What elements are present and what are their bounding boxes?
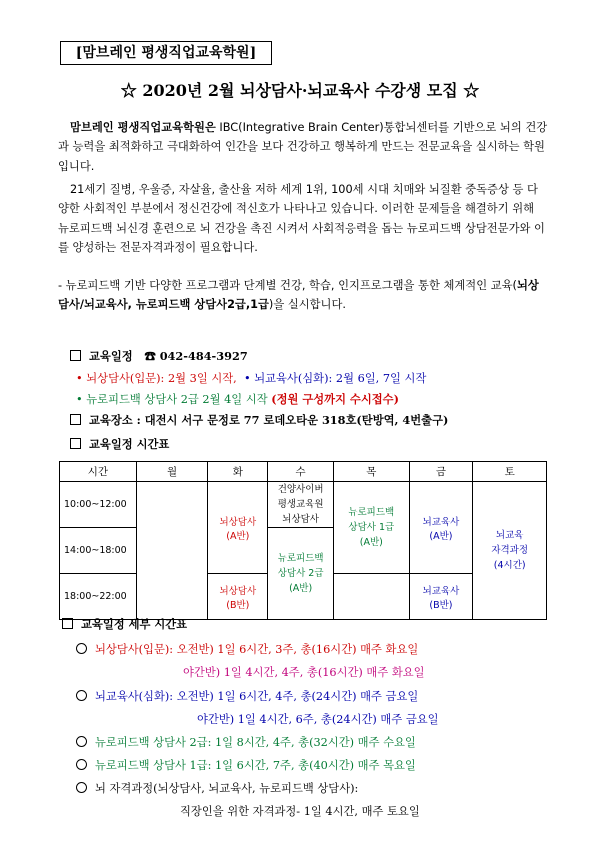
schedule-heading (70, 348, 248, 364)
page-title: ☆ 2020년 2월 뇌상담사·뇌교육사 수강생 모집 ☆ (120, 81, 480, 100)
detail-line-4: 야간반) 1일 4시간, 6주, 총(24시간) 매주 금요일 (197, 713, 439, 726)
wed-mid-line-3: (A반) (289, 583, 313, 594)
enrollment-note: (정원 구성까지 수시접수) (271, 392, 399, 406)
fri-top-line-1: 뇌교육사 (422, 516, 460, 528)
table-row (60, 482, 547, 528)
thu-top-line-1: 뉴로피드백 (348, 507, 395, 518)
fri-top-line-2: (A반) (429, 530, 453, 542)
brain-educator-start: • 뇌교육사(심화): 2월 6일, 7일 시작 (243, 372, 427, 385)
checkbox-square-icon (70, 438, 81, 449)
detail-line-7 (76, 780, 358, 796)
time-slot-1: 10:00~12:00 (60, 482, 137, 528)
thu-top-cell (334, 482, 410, 574)
sat-line-3: (4시간) (493, 559, 526, 571)
org-name-box: [맘브레인 평생직업교육학원] (60, 41, 272, 65)
circle-bullet-icon (76, 759, 87, 770)
place-line (70, 412, 448, 428)
detail-line-1-text: 뇌상담사(입문): 오전반) 1일 6시간, 3주, 총(16시간) 매주 화요일 (95, 643, 419, 656)
detail-line-3-text: 뇌교육사(심화): 오전반) 1일 6시간, 4주, 총(24시간) 매주 금요일 (95, 690, 419, 703)
detail-line-6 (76, 757, 416, 773)
tue-bot-cell (208, 574, 268, 620)
tue-bot-line-2: (B반) (226, 599, 250, 611)
detail-line-3 (76, 688, 418, 704)
wed-mid-line-2: 상담사 2급 (277, 568, 324, 579)
detail-heading (62, 616, 187, 632)
col-header-tue: 화 (208, 462, 268, 482)
detail-line-6-text: 뉴로피드백 상담사 1급: 1일 6시간, 7주, 총(40시간) 매주 목요일 (95, 759, 416, 772)
thu-top-line-2: 상담사 1급 (348, 522, 395, 533)
sat-cell (473, 528, 547, 620)
detail-line-7-text: 뇌 자격과정(뇌상담사, 뇌교육사, 뉴로피드백 상담사): (95, 782, 359, 795)
sat-line-1: 뇌교육 (495, 529, 524, 541)
intro-p1-text: IBC(Integrative Brain Center)통합뇌센터를 기반으로 뇌의 건강과 능력을 최적화하고 극대화하여 인간을 보다 건강하고 행복하게 만드는 전문교육을 실시하는 학원입니다. (58, 121, 548, 173)
col-header-fri: 금 (409, 462, 473, 482)
tue-top-line-1: 뇌상담사 (219, 516, 257, 528)
time-slot-3: 18:00~22:00 (60, 574, 137, 620)
checkbox-square-icon (62, 618, 73, 629)
checkbox-square-icon (70, 414, 81, 425)
fri-bot-line-2: (B반) (429, 599, 453, 611)
sat-line-2: 자격과정 (491, 544, 529, 556)
intro-p3-bold: 뇌상담사/뇌교육사, 뉴로피드백 상담사2급,1급 (58, 279, 539, 312)
intro-p3-text-a: - 뉴로피드백 기반 다양한 프로그램과 단계별 건강, 학습, 인지프로그램을 통한 체계적인 교육( (58, 279, 517, 292)
circle-bullet-icon (76, 782, 87, 793)
intro-paragraph-2: 21세기 질병, 우울증, 자살율, 출산율 저하 세계 1위, 100세 시대 치매와 뇌질환 중독증상 등 다양한 사회적인 부분에서 정신건강에 적신호가 나타나고 있습니다. 이러한 문제들을 해결하기 위해 뉴로피드백 뇌신경 훈련으로 뇌 건강을 촉진 시켜서 사회적응력을 돕는 뉴로피드백 상담전문가와 이를 양성하는 전문자격과정이 필요합니다. (58, 183, 545, 255)
tue-top-cell (208, 482, 268, 574)
wed-top-cell (268, 482, 334, 528)
fri-bot-line-1: 뇌교육사 (422, 585, 460, 597)
thu-bot-cell (334, 574, 410, 620)
col-header-thu: 목 (334, 462, 410, 482)
col-header-mon: 월 (136, 462, 208, 482)
detail-line-1 (76, 641, 418, 657)
schedule-item-1 (76, 370, 426, 386)
intro-org-bold: 맘브레인 평생직업교육학원은 (70, 120, 216, 134)
col-header-wed: 수 (268, 462, 334, 482)
fri-top-cell (409, 482, 473, 574)
intro-paragraph-3 (58, 276, 548, 315)
col-header-sat: 토 (473, 462, 547, 482)
schedule-item-2 (76, 391, 399, 407)
wed-top-line-3: 뇌상담사 (282, 514, 319, 525)
circle-bullet-icon (76, 690, 87, 701)
tue-bot-line-1: 뇌상담사 (219, 585, 257, 597)
col-header-time: 시간 (60, 462, 137, 482)
detail-line-5-text: 뉴로피드백 상담사 2급: 1일 8시간, 4주, 총(32시간) 매주 수요일 (95, 736, 416, 749)
checkbox-square-icon (70, 350, 81, 361)
detail-line-5 (76, 734, 416, 750)
detail-line-8: 직장인을 위한 자격과정- 1일 4시간, 매주 토요일 (180, 805, 420, 818)
brain-counselor-start: • 뇌상담사(입문): 2월 3일 시작, (76, 372, 237, 385)
detail-heading-label: 교육일정 세부 시간표 (81, 617, 188, 631)
thu-top-line-3: (A반) (359, 537, 383, 548)
wed-mid-line-1: 뉴로피드백 (277, 553, 324, 564)
neurofeedback-start: • 뉴로피드백 상담사 2급 2월 4일 시작 (76, 393, 268, 406)
detail-line-2: 야간반) 1일 4시간, 4주, 총(16시간) 매주 화요일 (183, 666, 425, 679)
timetable-heading-label: 교육일정 시간표 (89, 437, 170, 451)
timetable-heading (70, 436, 169, 452)
time-slot-2: 14:00~18:00 (60, 528, 137, 574)
intro-paragraph-1 (58, 118, 548, 176)
tue-top-line-2: (A반) (226, 530, 250, 542)
mon-cell (136, 482, 208, 620)
table-header-row (60, 462, 547, 482)
intro-p3-text-b: )을 실시합니다. (268, 298, 346, 312)
wed-top-line-2: 평생교육원 (277, 499, 324, 510)
place-text: 교육장소 : 대전시 서구 문정로 77 로데오타운 318호(탄방역, 4번출구) (89, 413, 449, 427)
phone-number: ☎ 042-484-3927 (144, 349, 248, 363)
table-row (60, 528, 547, 574)
timetable (59, 461, 547, 620)
sat-top-cell (473, 482, 547, 528)
wed-mid-cell (268, 528, 334, 620)
wed-top-line-1: 건양사이버 (277, 484, 324, 495)
schedule-heading-label: 교육일정 (89, 349, 133, 363)
circle-bullet-icon (76, 736, 87, 747)
fri-bot-cell (409, 574, 473, 620)
circle-bullet-icon (76, 643, 87, 654)
